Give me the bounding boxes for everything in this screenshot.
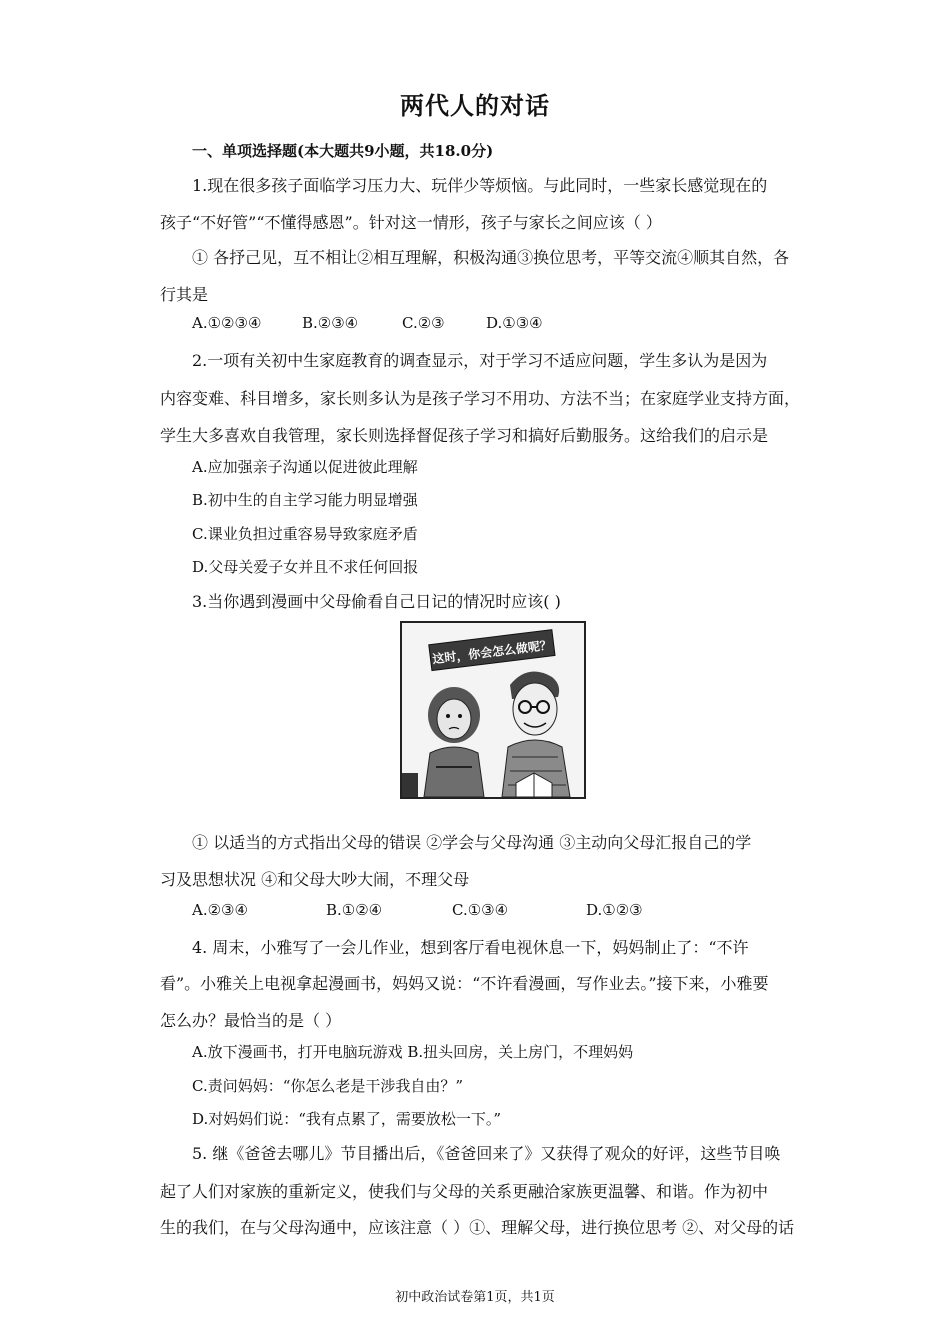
q2-option-a: A.应加强亲子沟通以促进彼此理解 — [192, 458, 418, 476]
q5-line-3: 生的我们，在与父母沟通中，应该注意（ ）①、理解父母，进行换位思考 ②、对父母的话 — [160, 1218, 795, 1237]
q4-line-3: 怎么办？最恰当的是（ ） — [160, 1011, 342, 1030]
q2-line-3: 学生大多喜欢自我管理，家长则选择督促孩子学习和搞好后勤服务。这给我们的启示是 — [160, 426, 769, 445]
comic-illustration — [400, 621, 586, 799]
q4-option-ab: A.放下漫画书，打开电脑玩游戏 B.扭头回房，关上房门，不理妈妈 — [192, 1043, 634, 1061]
q3-option-c: C.①③④ — [452, 901, 509, 919]
q2-option-b: B.初中生的自主学习能力明显增强 — [192, 491, 418, 509]
comic-caption: 这时，你会怎么做呢？ — [431, 637, 553, 667]
q5-line-1: 5. 继《爸爸去哪儿》节目播出后，《爸爸回来了》又获得了观众的好评，这些节目唤 — [192, 1144, 781, 1163]
comic-drawing — [402, 623, 584, 797]
q2-option-c: C.课业负担过重容易导致家庭矛盾 — [192, 525, 418, 543]
q3-option-a: A.②③④ — [192, 901, 248, 919]
q4-option-d: D.对妈妈们说：“我有点累了，需要放松一下。” — [192, 1110, 502, 1128]
q1-option-d: D.①③④ — [486, 314, 543, 332]
q3-line-1: 3.当你遇到漫画中父母偷看自己日记的情况时应该( ) — [192, 592, 561, 611]
q2-line-1: 2.一项有关初中生家庭教育的调查显示，对于学习不适应问题，学生多认为是因为 — [192, 351, 768, 370]
q3-line-2: ① 以适当的方式指出父母的错误 ②学会与父母沟通 ③主动向父母汇报自己的学 — [192, 833, 752, 852]
q1-line-1: 1.现在很多孩子面临学习压力大、玩伴少等烦恼。与此同时，一些家长感觉现在的 — [192, 176, 768, 195]
q4-option-c: C.责问妈妈：“你怎么老是干涉我自由？” — [192, 1077, 464, 1095]
q1-line-3: ① 各抒己见，互不相让②相互理解，积极沟通③换位思考，平等交流④顺其自然，各 — [192, 248, 790, 267]
section-heading: 一、单项选择题(本大题共9小题，共18.0分) — [192, 142, 494, 160]
q2-line-2: 内容变难、科目增多，家长则多认为是孩子学习不用功、方法不当；在家庭学业支持方面， — [160, 389, 801, 408]
page-footer: 初中政治试卷第1页，共1页 — [395, 1290, 555, 1305]
q3-option-b: B.①②④ — [326, 901, 383, 919]
page-title: 两代人的对话 — [400, 91, 550, 120]
q4-line-2: 看”。小雅关上电视拿起漫画书，妈妈又说：“不许看漫画，写作业去。”接下来，小雅要 — [160, 974, 769, 993]
q3-option-d: D.①②③ — [586, 901, 643, 919]
q3-line-3: 习及思想状况 ④和父母大吵大闹，不理父母 — [160, 870, 470, 889]
q4-line-1: 4. 周末，小雅写了一会儿作业，想到客厅看电视休息一下，妈妈制止了：“不许 — [192, 938, 749, 957]
q1-option-b: B.②③④ — [302, 314, 359, 332]
q1-line-2: 孩子“不好管”“不懂得感恩”。针对这一情形，孩子与家长之间应该（ ） — [160, 213, 662, 232]
q1-option-c: C.②③ — [402, 314, 445, 332]
q1-line-4: 行其是 — [160, 285, 209, 304]
q2-option-d: D.父母关爱子女并且不求任何回报 — [192, 558, 419, 576]
q5-line-2: 起了人们对家族的重新定义，使我们与父母的关系更融洽家族更温馨、和谐。作为初中 — [160, 1182, 769, 1201]
q1-option-a: A.①②③④ — [192, 314, 262, 332]
